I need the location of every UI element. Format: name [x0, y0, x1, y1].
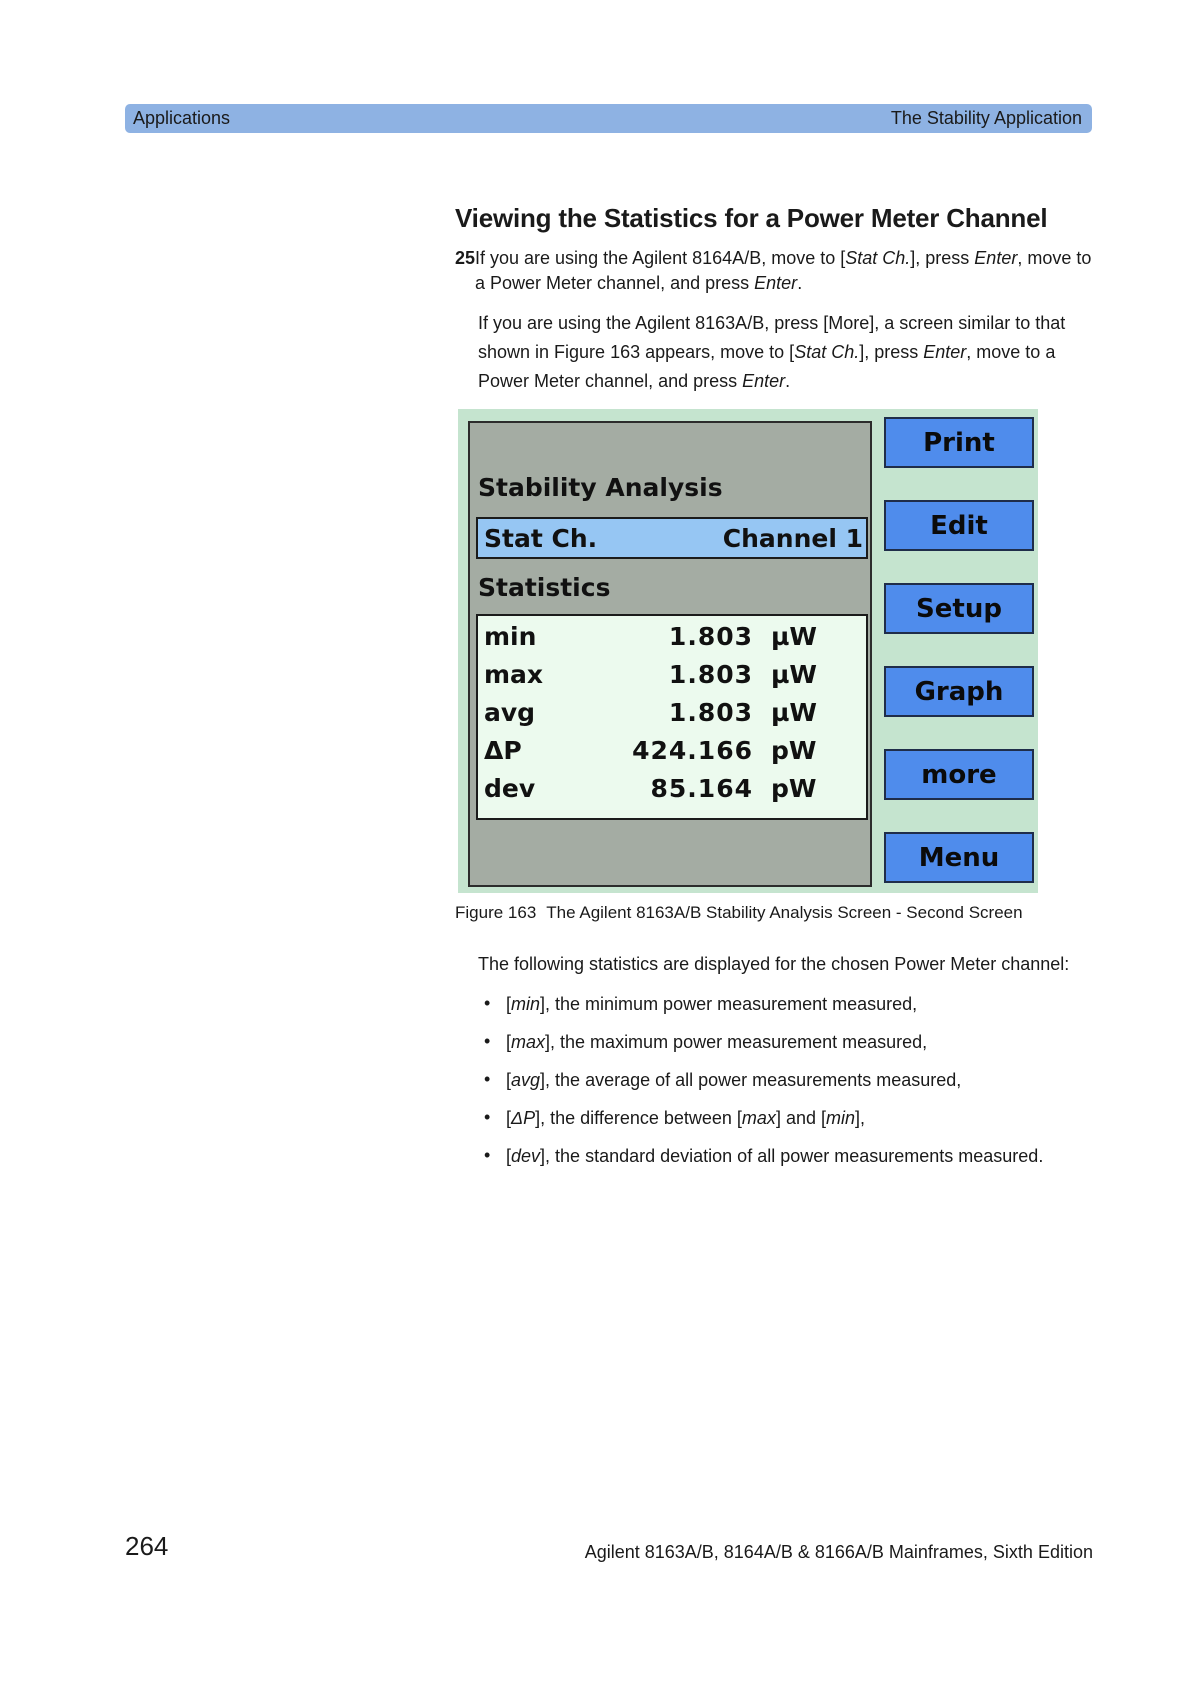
- figure-number: Figure 163: [455, 903, 537, 922]
- stat-value: 1.803: [668, 660, 753, 689]
- stat-channel-value: Channel 1: [722, 524, 863, 553]
- stat-name: avg: [484, 698, 536, 727]
- screen-title: Stability Analysis: [478, 473, 723, 502]
- list-item: • [ΔP], the difference between [max] and [min],: [484, 1107, 866, 1128]
- header-section: Applications: [133, 108, 231, 128]
- statistics-intro: The following statistics are displayed for the chosen Power Meter channel:: [478, 954, 1070, 974]
- step-25: [455, 246, 1095, 296]
- stat-name: max: [484, 660, 544, 689]
- list-item: • [min], the minimum power measurement measured,: [484, 993, 918, 1014]
- stat-row-delta-p: [478, 734, 866, 770]
- stat-row-max: [478, 658, 866, 694]
- stat-unit: pW: [771, 736, 817, 765]
- more-button[interactable]: more: [884, 749, 1034, 800]
- section-title: Viewing the Statistics for a Power Meter Channel: [455, 203, 1048, 233]
- page-number: 264: [125, 1531, 169, 1561]
- bullet-icon: •: [484, 1107, 491, 1127]
- bullet-icon: •: [484, 1145, 491, 1165]
- statistics-heading: Statistics: [478, 573, 611, 602]
- edit-button[interactable]: Edit: [884, 500, 1034, 551]
- figure-caption-text: The Agilent 8163A/B Stability Analysis Screen - Second Screen: [546, 903, 1023, 922]
- statistics-list: [478, 994, 1043, 1184]
- step-number: 25: [455, 248, 476, 268]
- stat-unit: µW: [771, 698, 817, 727]
- setup-button[interactable]: Setup: [884, 583, 1034, 634]
- bullet-icon: •: [484, 1031, 491, 1051]
- stat-channel-label: Stat Ch.: [484, 524, 598, 553]
- print-button[interactable]: Print: [884, 417, 1034, 468]
- header-chapter: The Stability Application: [890, 108, 1082, 128]
- bullet-icon: •: [484, 993, 491, 1013]
- stat-value: 85.164: [650, 774, 753, 803]
- running-header: [125, 104, 1092, 133]
- list-item: • [avg], the average of all power measurements measured,: [484, 1069, 962, 1090]
- graph-button[interactable]: Graph: [884, 666, 1034, 717]
- stat-row-min: [478, 620, 866, 656]
- stat-value: 424.166: [632, 736, 753, 765]
- list-item: • [max], the maximum power measurement measured,: [484, 1031, 928, 1052]
- figure-caption: [455, 903, 1023, 923]
- list-item: • [dev], the standard deviation of all power measurements measured.: [484, 1145, 1044, 1166]
- statistics-table: [476, 614, 868, 820]
- stat-unit: µW: [771, 660, 817, 689]
- stat-name: ΔP: [484, 736, 522, 765]
- stability-analysis-screen: [458, 409, 1038, 893]
- menu-button[interactable]: Menu: [884, 832, 1034, 883]
- paragraph-8163: If you are using the Agilent 8163A/B, press [More], a screen similar to that shown in Figure 163 appears, move to [Stat Ch.], press Enter, move to a Power Meter channel, and press Enter.: [478, 313, 1066, 391]
- stat-name: dev: [484, 774, 536, 803]
- stat-row-avg: [478, 696, 866, 732]
- footer-title: Agilent 8163A/B, 8164A/B & 8166A/B Mainframes, Sixth Edition: [584, 1542, 1093, 1562]
- stat-row-dev: [478, 772, 866, 808]
- stat-unit: µW: [771, 622, 817, 651]
- bullet-icon: •: [484, 1069, 491, 1089]
- stat-channel-row[interactable]: [476, 517, 868, 559]
- stat-value: 1.803: [668, 622, 753, 651]
- stat-name: min: [484, 622, 537, 651]
- stat-unit: pW: [771, 774, 817, 803]
- step-text: If you are using the Agilent 8164A/B, move to [Stat Ch.], press Enter, move to a Power Meter channel, and press Enter.: [475, 248, 1092, 293]
- screen-panel: [468, 421, 872, 887]
- stat-value: 1.803: [668, 698, 753, 727]
